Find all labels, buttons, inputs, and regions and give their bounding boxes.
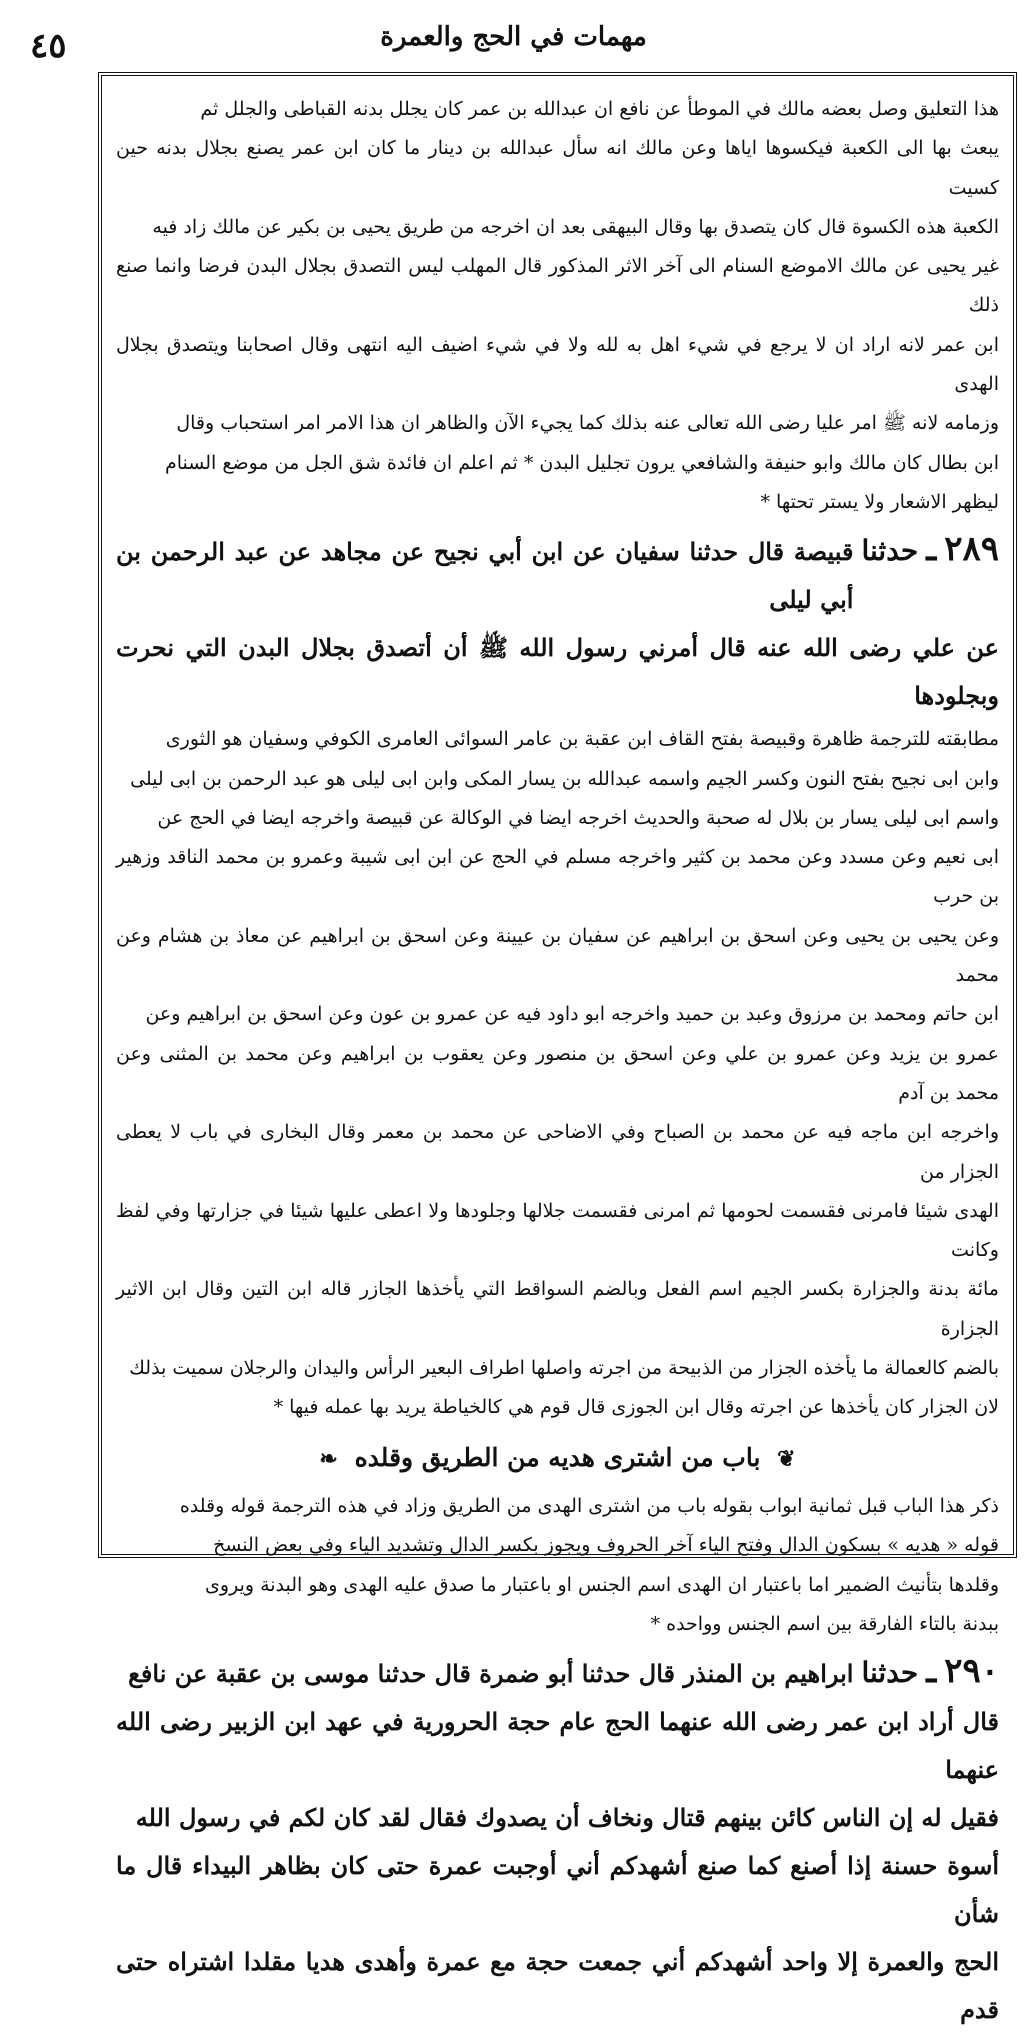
hadith-289	[116, 528, 999, 720]
hadith-text-line: عن علي رضى الله عنه قال أمرني رسول الله ﷺ أن أتصدق بجلال البدن التي نحرت وبجلودها	[116, 633, 999, 711]
page-number: ٤٥	[30, 26, 67, 66]
text-line: لان الجزار كان يأخذها عن اجرته وقال ابن الجوزى قال قوم هي كالخياطة يريد بها عمله فيها *	[273, 1396, 999, 1419]
text-line: وابن ابى نجيح بفتح النون وكسر الجيم واسمه عبدالله بن يسار المكى وابن ابى ليلى هو عبد الرحمن بن ابى ليلى	[130, 767, 999, 790]
hadith-heading: حدثنا	[861, 1656, 919, 1690]
text-line: وعن يحيى بن يحيى وعن اسحق بن ابراهيم عن سفيان بن عيينة وعن اسحق بن ابراهيم عن معاذ بن هشام وعن محمد	[116, 924, 999, 987]
hadith-text-line: فقيل له إن الناس كائن بينهم قتال ونخاف أن يصدوك فقال لقد كان لكم في رسول الله	[135, 1803, 999, 1833]
text-line: يبعث بها الى الكعبة فيكسوها اياها وعن مالك انه سأل عبدالله بن دينار ما كان ابن عمر يصنع بجلال بدنه حين كسيت	[116, 137, 999, 199]
bab-commentary	[116, 1487, 999, 1644]
hadith-number: ٢٩٠	[944, 1651, 999, 1692]
hadith-heading: حدثنا	[861, 534, 919, 568]
text-line: ابن حاتم ومحمد بن مرزوق وعبد بن حميد واخرجه ابو داود فيه عن عمرو بن عون وعن اسحق بن ابراهيم وعن	[145, 1003, 999, 1026]
page-header	[112, 22, 915, 68]
ornament-right-icon: ❦	[777, 1446, 796, 1473]
hadith-text-line: قال أراد ابن عمر رضى الله عنهما الحج عام حجة الحرورية في عهد ابن الزبير رضى الله عنهما	[116, 1707, 999, 1785]
text-line: الكعبة هذه الكسوة قال كان يتصدق بها وقال البيهقى بعد ان اخرجه من طريق يحيى بن بكير عن مالك زاد فيه	[152, 215, 999, 238]
text-line: مطابقته للترجمة ظاهرة وقبيصة بفتح القاف ابن عقبة بن عامر السوائى العامرى الكوفي وسفيان هو الثورى	[165, 728, 999, 751]
text-line: واسم ابى ليلى يسار بن بلال له صحبة والحديث اخرجه ايضا في الوكالة عن قبيصة واخرجه ايضا في الحج عن	[157, 806, 999, 829]
text-line: ذكر هذا الباب قبل ثمانية ابواب بقوله باب من اشترى الهدى من الطريق وزاد في هذه الترجمة قوله وقلده	[179, 1495, 999, 1518]
ornament-left-icon: ❧	[319, 1446, 338, 1473]
page-content	[116, 90, 999, 2034]
dash-glyph: ـ	[926, 529, 937, 570]
hadith-290-first-line	[116, 1650, 999, 1698]
hadith-text-line: قبيصة قال حدثنا سفيان عن ابن أبي نجيح عن مجاهد عن عبد الرحمن بن أبي ليلى	[116, 537, 854, 615]
bab-title: باب من اشترى هديه من الطريق وقلده	[354, 1442, 761, 1472]
hadith-text-line: ابراهيم بن المنذر قال حدثنا أبو ضمرة قال حدثنا موسى بن عقبة عن نافع	[128, 1659, 854, 1689]
text-line: ابن بطال كان مالك وابو حنيفة والشافعي يرون تجليل البدن * ثم اعلم ان فائدة شق الجل من موضع السنام	[164, 451, 999, 474]
hadith-text-line: الحج والعمرة إلا واحد أشهدكم أني جمعت حجة مع عمرة وأهدى هديا مقلدا اشتراه حتى قدم	[116, 1947, 999, 2025]
text-line: ابى نعيم وعن مسدد وعن محمد بن كثير واخرجه مسلم في الحج عن ابن ابى شيبة وعمرو بن محمد الناقد وزهير بن حرب	[116, 846, 999, 908]
text-line: واخرجه ابن ماجه فيه عن محمد بن الصباح وفي الاضاحى عن محمد بن معمر وقال البخارى في باب لا يعطى الجزار من	[116, 1121, 999, 1183]
text-line: مائة بدنة والجزارة بكسر الجيم اسم الفعل وبالضم السواقط التي يأخذها الجازر قاله ابن التين وقال ابن الاثير الجزارة	[116, 1278, 999, 1340]
text-line: هذا التعليق وصل بعضه مالك في الموطأ عن نافع ان عبدالله بن عمر كان يجلل بدنه القباطى والجلل ثم	[200, 98, 999, 120]
text-line: وقلدها بتأنيث الضمير اما باعتبار ان الهدى اسم الجنس او باعتبار ما صدق عليه الهدى وهو البدنة ويروى	[205, 1573, 999, 1596]
hadith-text-line: أسوة حسنة إذا أصنع كما صنع أشهدكم أني أوجبت عمرة حتى كان بظاهر البيداء قال ما شأن	[116, 1851, 1000, 1929]
hadith-289-first-line	[116, 528, 999, 624]
text-line: ابن عمر لانه اراد ان لا يرجع في شيء اهل به لله ولا في شيء اضيف اليه انتهى وقال اصحابنا ويتصدق بجلال الهدى	[116, 333, 999, 396]
commentary-289	[116, 720, 999, 1427]
dash-glyph: ـ	[926, 1651, 937, 1692]
running-title: مهمات في الحج والعمرة	[380, 22, 647, 52]
text-line: عمرو بن يزيد وعن عمرو بن علي وعن اسحق بن منصور وعن يعقوب بن ابراهيم وعن محمد بن المثنى وعن محمد بن آدم	[116, 1042, 999, 1104]
text-line: ليظهر الاشعار ولا يستر تحتها *	[760, 490, 999, 513]
text-line: بالضم كالعمالة ما يأخذه الجزار من الذبيحة من اجرته واصلها اطراف البعير الرأس واليدان والرجلان سميت بذلك	[129, 1357, 999, 1380]
text-line: قوله « هديه » بسكون الدال وفتح الياء آخر الحروف ويجوز بكسر الدال وتشديد الياء وفي بعض النسخ	[213, 1534, 999, 1557]
page-frame	[98, 72, 1017, 2025]
intro-paragraph	[116, 90, 999, 522]
hadith-290	[116, 1650, 999, 2034]
bab-heading	[116, 1438, 999, 1480]
text-line: وزمامه لانه ﷺ امر عليا رضى الله تعالى عنه بذلك كما يجيء الآن والظاهر ان هذا الامر امر استحباب وقال	[176, 412, 999, 435]
text-line: ببدنة بالتاء الفارقة بين اسم الجنس وواحده *	[650, 1613, 999, 1635]
text-line: الهدى شيئا فامرنى فقسمت لحومها ثم امرنى فقسمت جلالها وجلودها ولا اعطى عليها شيئا في جزارتها وفي لفظ وكانت	[116, 1199, 999, 1262]
text-line: غير يحيى عن مالك الاموضع السنام الى آخر الاثر المذكور قال المهلب ليس التصدق بجلال البدن فرضا وانما صنع ذلك	[116, 255, 999, 317]
hadith-number: ٢٨٩	[944, 529, 999, 570]
